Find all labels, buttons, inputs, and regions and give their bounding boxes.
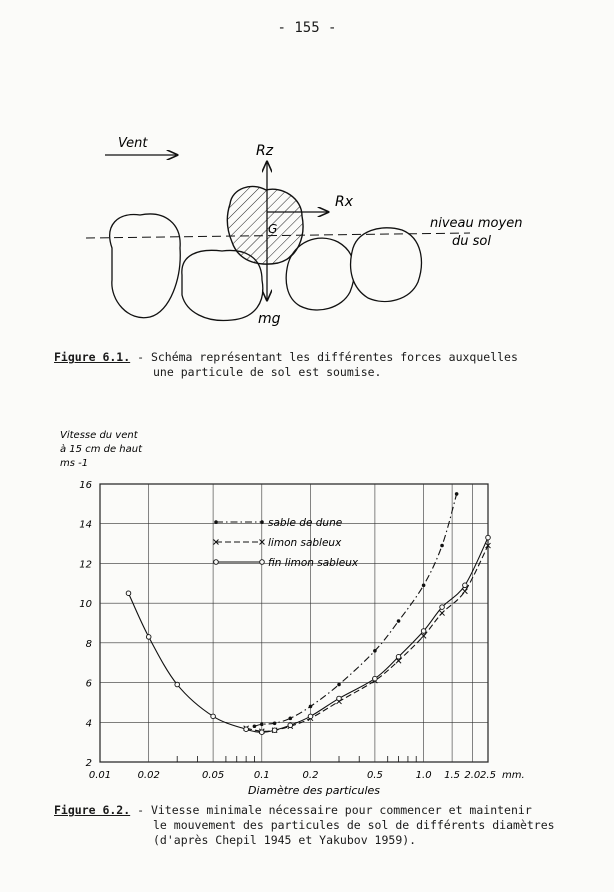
point-marker-circle bbox=[175, 682, 180, 687]
page-number: - 155 - bbox=[277, 20, 337, 36]
point-marker-dot bbox=[260, 722, 264, 726]
figure-6-2-caption-line3: (d'après Chepil 1945 et Yakubov 1959). bbox=[153, 833, 417, 847]
x-tick-label: 0.5 bbox=[366, 770, 383, 781]
x-tick-label: 1.5 bbox=[444, 770, 461, 781]
point-marker-dot bbox=[422, 583, 426, 587]
x-unit-label: mm. bbox=[502, 770, 525, 781]
lifted-particle bbox=[227, 186, 303, 264]
point-marker-circle bbox=[373, 676, 378, 681]
y-tick-label: 14 bbox=[79, 519, 92, 531]
point-marker-dot bbox=[440, 544, 444, 548]
point-marker-circle bbox=[214, 560, 219, 565]
point-marker-circle bbox=[126, 591, 131, 596]
figure-6-2-caption-line2: le mouvement des particules de sol de différents diamètres bbox=[153, 818, 555, 832]
point-marker-circle bbox=[421, 629, 426, 634]
point-marker-circle bbox=[396, 654, 401, 659]
point-marker-dot bbox=[260, 520, 264, 524]
point-marker-dot bbox=[455, 492, 459, 496]
point-marker-circle bbox=[463, 583, 468, 588]
y-tick-label: 12 bbox=[79, 559, 92, 571]
grain-right bbox=[351, 228, 422, 302]
y-tick-label: 6 bbox=[85, 678, 92, 690]
y-tick-label: 8 bbox=[85, 638, 92, 650]
figure-6-1-caption bbox=[54, 350, 518, 365]
x-tick-label: 0.01 bbox=[88, 770, 112, 781]
label-rz: Rz bbox=[256, 143, 274, 159]
figure-6-2-chart bbox=[0, 420, 614, 800]
point-marker-circle bbox=[440, 605, 445, 610]
label-du-sol: du sol bbox=[452, 234, 491, 249]
point-marker-circle bbox=[337, 696, 342, 701]
figure-6-2-caption-line1: - Vitesse minimale nécessaire pour commencer et maintenir bbox=[130, 803, 532, 817]
point-marker-circle bbox=[211, 714, 216, 719]
legend-label: sable de dune bbox=[268, 517, 343, 529]
y-tick-label: 10 bbox=[79, 599, 92, 611]
label-mg: mg bbox=[258, 311, 281, 327]
legend-label: fin limon sableux bbox=[268, 557, 359, 569]
figure-6-2-caption bbox=[54, 803, 532, 818]
legend-label: limon sableux bbox=[268, 537, 342, 549]
point-marker-circle bbox=[146, 635, 151, 640]
y-axis-label-line: à 15 cm de haut bbox=[60, 444, 143, 455]
figure-6-1-diagram bbox=[0, 120, 614, 335]
x-tick-label: 0.05 bbox=[201, 770, 225, 781]
y-tick-label: 2 bbox=[85, 758, 92, 769]
point-marker-circle bbox=[244, 727, 249, 732]
point-marker-dot bbox=[337, 683, 341, 687]
point-marker-dot bbox=[397, 619, 401, 623]
label-g: G bbox=[268, 222, 278, 236]
figure-6-2-caption-label: Figure 6.2. bbox=[54, 803, 131, 817]
x-tick-label: 2.5 bbox=[480, 770, 496, 781]
y-axis-label-line: Vitesse du vent bbox=[60, 430, 138, 441]
point-marker-circle bbox=[260, 560, 265, 565]
chart-legend bbox=[214, 517, 359, 569]
series-line bbox=[246, 546, 488, 732]
point-marker-dot bbox=[373, 649, 377, 653]
point-marker-x bbox=[440, 611, 445, 616]
x-tick-label: 0.1 bbox=[253, 770, 270, 781]
label-niveau-moyen: niveau moyen bbox=[430, 216, 523, 231]
point-marker-x bbox=[462, 589, 467, 594]
point-marker-dot bbox=[214, 520, 218, 524]
figure-6-1-caption-line2: une particule de sol est soumise. bbox=[153, 365, 382, 379]
x-tick-label: 2.0 bbox=[464, 770, 481, 781]
label-rx: Rx bbox=[335, 194, 354, 210]
point-marker-dot bbox=[288, 717, 292, 721]
point-marker-circle bbox=[272, 728, 277, 733]
x-tick-label: 0.2 bbox=[302, 770, 319, 781]
point-marker-circle bbox=[260, 730, 265, 735]
point-marker-dot bbox=[253, 724, 257, 728]
x-tick-label: 0.02 bbox=[137, 770, 160, 781]
label-vent: Vent bbox=[118, 136, 148, 151]
x-axis-label: Diamètre des particules bbox=[247, 784, 381, 797]
grain-left bbox=[110, 214, 180, 318]
point-marker-circle bbox=[486, 535, 491, 540]
y-axis-label-line: ms -1 bbox=[60, 458, 89, 469]
point-marker-circle bbox=[288, 723, 293, 728]
x-tick-label: 1.0 bbox=[415, 770, 432, 781]
y-tick-label: 4 bbox=[85, 718, 92, 730]
point-marker-dot bbox=[309, 705, 313, 709]
y-axis-label bbox=[60, 430, 143, 469]
figure-6-1-caption-line1: - Schéma représentant les différentes forces auxquelles bbox=[130, 350, 518, 364]
point-marker-dot bbox=[273, 721, 277, 725]
figure-6-1-caption-label: Figure 6.1. bbox=[54, 350, 131, 364]
y-tick-label: 16 bbox=[79, 480, 92, 491]
series-limon-sableux bbox=[244, 543, 491, 734]
point-marker-circle bbox=[308, 714, 313, 719]
